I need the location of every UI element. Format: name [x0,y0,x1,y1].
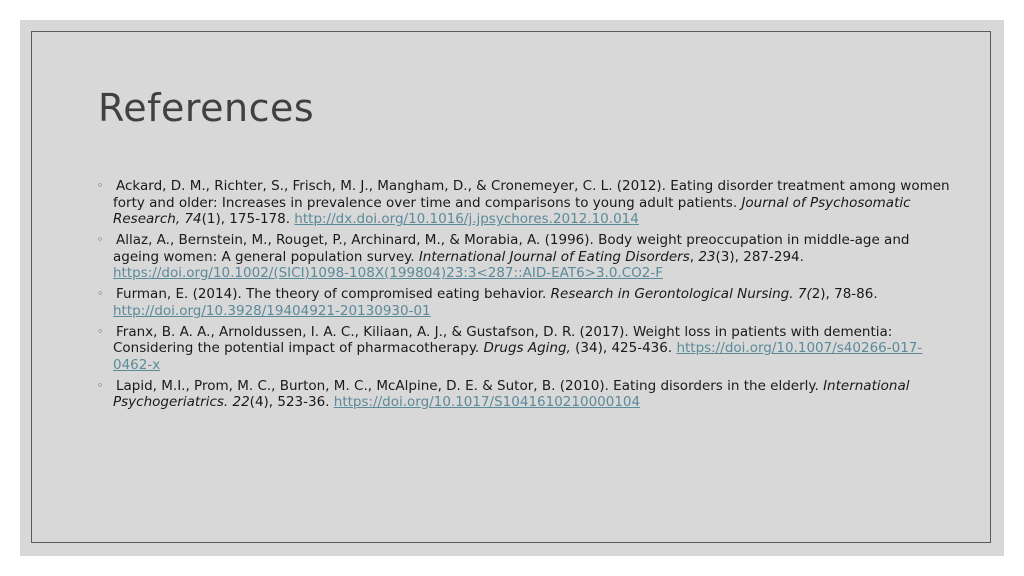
reference-citation-text: Furman, E. (2014). The theory of compromised eating behavior. [116,286,551,302]
reference-doi-link[interactable]: https://doi.org/10.1017/S1041610210000104 [333,394,641,410]
references-list [97,178,957,415]
reference-issue-pages: (4), 523-36. [249,394,334,410]
reference-citation-text: Allaz, A., Bernstein, M., Rouget, P., Archinard, M., & Morabia, A. (1996). Body weight preoccupation in middle-age and ageing women: A general population survey. [113,232,910,265]
reference-doi-link[interactable]: http://doi.org/10.3928/19404921-20130930-01 [113,302,431,319]
reference-citation-text: Ackard, D. M., Richter, S., Frisch, M. J., Mangham, D., & Cronemeyer, C. L. (2012). Eating disorder treatment among women forty and older: Increases in prevalence over time and comparisons to young adult patients. [113,178,950,211]
reference-item-furman [97,286,957,319]
reference-journal: Research in Gerontological Nursing. 7( [550,286,812,302]
reference-journal: Drugs Aging, [483,340,571,356]
reference-item-lapid [97,378,957,411]
reference-item-franx [97,324,957,374]
reference-issue-pages: (34), 425-436. [570,340,677,356]
hollow-bullet-icon: ◦ [97,179,104,192]
hollow-bullet-icon: ◦ [97,378,104,392]
reference-item-ackard [97,178,957,228]
reference-doi-link[interactable]: https://doi.org/10.1007/s40266-017-0462-x [113,340,923,373]
hollow-bullet-icon: ◦ [97,287,104,300]
reference-journal: International Psychogeriatrics. 22 [113,377,910,410]
reference-issue-pages: (3), 287-294. [715,248,804,265]
reference-citation-text: Lapid, M.I., Prom, M. C., Burton, M. C., McAlpine, D. E. & Sutor, B. (2010). Eating disorders in the elderly. [116,377,824,394]
reference-issue-pages: (1), 175-178. [201,211,295,227]
reference-volume: 23 [698,248,716,265]
reference-journal: Journal of Psychosomatic Research, 74 [113,194,911,227]
reference-item-allaz [97,232,957,282]
reference-separator: , [689,248,699,265]
hollow-bullet-icon: ◦ [97,233,104,246]
reference-doi-link[interactable]: https://doi.org/10.1002/(SICI)1098-108X(199804)23:3<287::AID-EAT6>3.0.CO2-F [113,265,664,281]
slide-title: References [98,86,315,130]
reference-journal: International Journal of Eating Disorders [418,248,690,265]
reference-doi-link[interactable]: http://dx.doi.org/10.1016/j.jpsychores.2012.10.014 [294,211,639,227]
reference-citation-text: Franx, B. A. A., Arnoldussen, I. A. C., Kiliaan, A. J., & Gustafson, D. R. (2017). Weight loss in patients with dementia: Considering the potential impact of pharmacotherapy. [113,323,893,356]
hollow-bullet-icon: ◦ [97,324,104,338]
slide [20,20,1004,556]
reference-issue-pages: 2), 78-86. [811,286,878,302]
